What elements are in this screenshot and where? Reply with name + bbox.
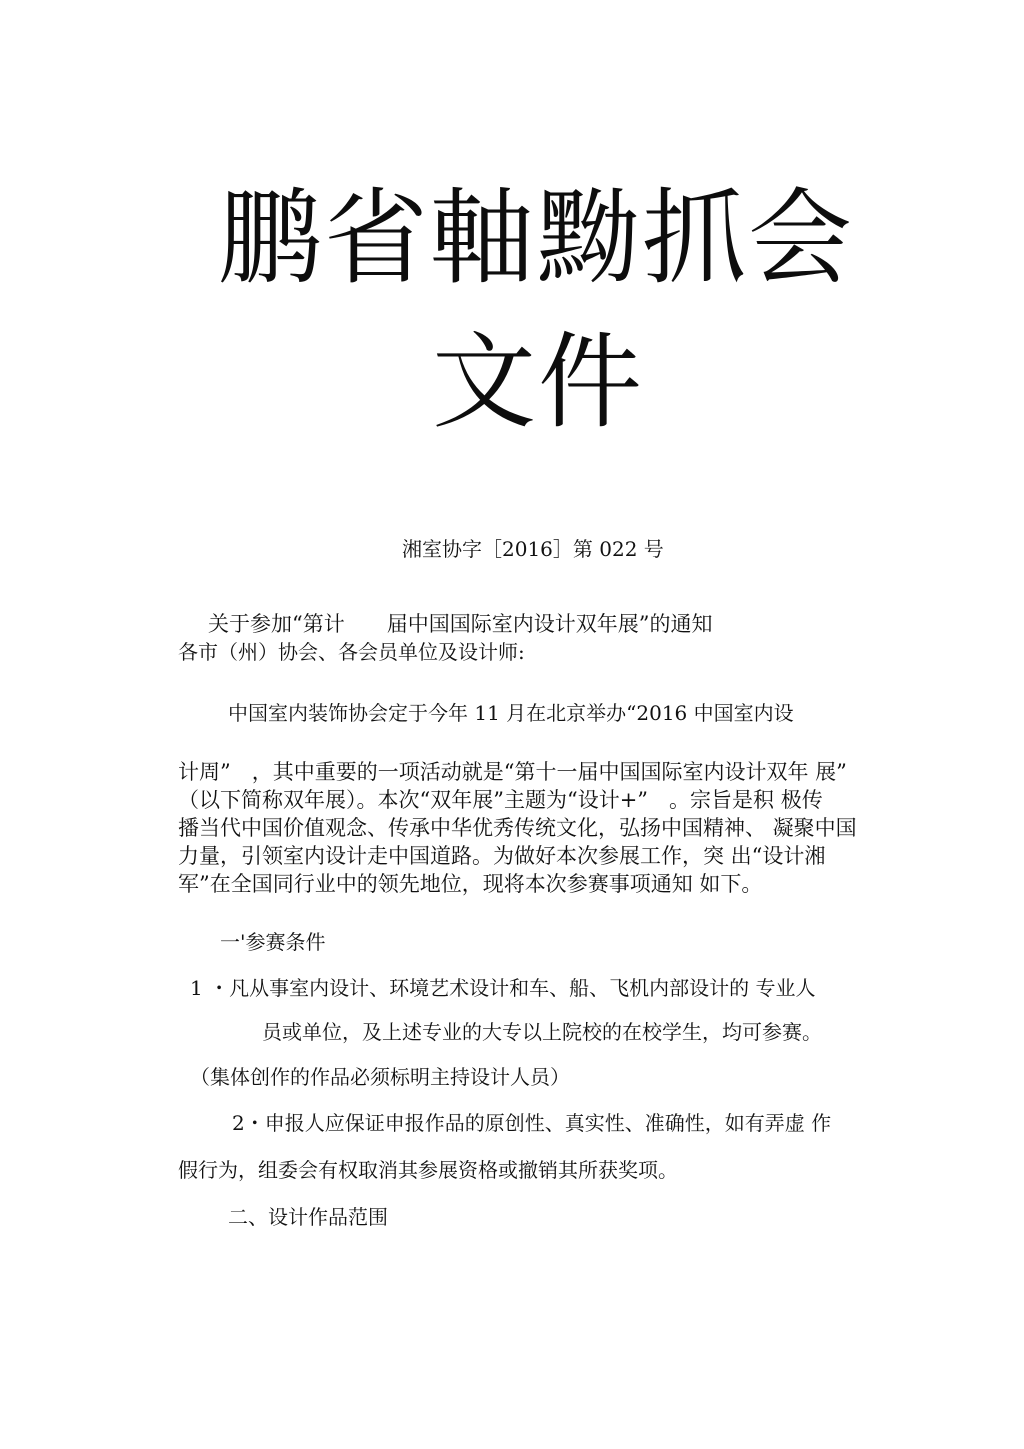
notice-title: 关于参加“第计 届中国国际室内设计双年展”的通知 bbox=[208, 612, 713, 636]
document-number: 湘室协字［2016］第 022 号 bbox=[402, 537, 664, 561]
paragraph-line: 播当代中国价值观念、传承中华优秀传统文化，弘扬中国精神、 凝聚中国 bbox=[178, 816, 857, 840]
list-item-line: 员或单位，及上述专业的大专以上院校的在校学生，均可参赛。 bbox=[262, 1020, 822, 1044]
paragraph-line: 力量，引领室内设计走中国道路。为做好本次参展工作，突 出“设计湘 bbox=[178, 844, 826, 868]
list-item-line: 2・申报人应保证申报作品的原创性、真实性、准确性，如有弄虚 作 bbox=[232, 1111, 832, 1135]
list-item-line: 1 ・凡从事室内设计、环境艺术设计和车、船、飞机内部设计的 专业人 bbox=[190, 976, 816, 1000]
paragraph-line: （以下简称双年展）。本次“双年展”主题为“设计+” 。宗旨是积 极传 bbox=[178, 788, 823, 812]
salutation: 各市（州）协会、各会员单位及设计师: bbox=[178, 640, 525, 664]
list-item-line: 假行为，组委会有权取消其参展资格或撤销其所获奖项。 bbox=[178, 1158, 678, 1182]
paragraph-line: 军”在全国同行业中的领先地位，现将本次参赛事项通知 如下。 bbox=[178, 872, 763, 896]
masthead-subtitle: 文件 bbox=[432, 321, 645, 443]
section-heading: 二、设计作品范围 bbox=[228, 1205, 388, 1229]
section-heading: 一'参赛条件 bbox=[220, 930, 326, 954]
paragraph-line: 计周” ，其中重要的一项活动就是“第十一届中国国际室内设计双年 展” bbox=[178, 760, 847, 784]
masthead-title: 鹏省軸黝抓会 bbox=[218, 177, 855, 299]
list-item-line: （集体创作的作品必须标明主持设计人员） bbox=[190, 1065, 570, 1089]
paragraph-line: 中国室内装饰协会定于今年 11 月在北京举办“2016 中国室内设 bbox=[228, 701, 794, 725]
